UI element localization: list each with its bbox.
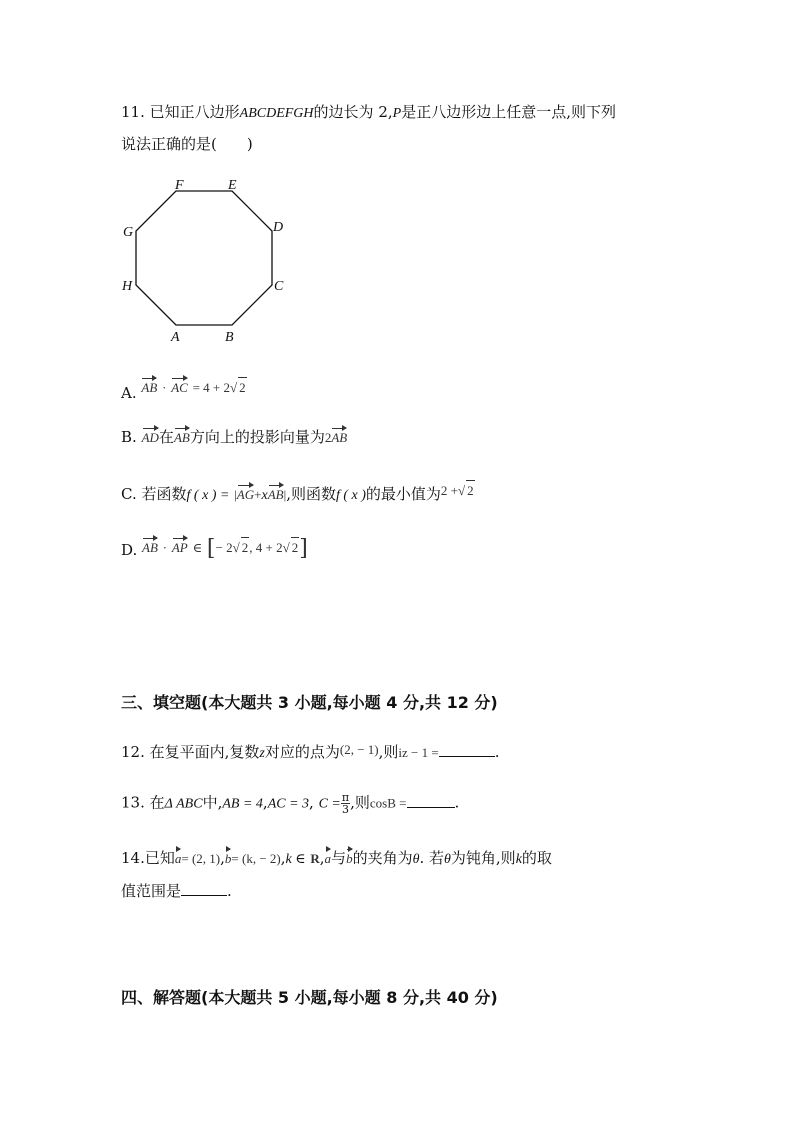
answer-blank[interactable] <box>407 793 455 808</box>
pi-over-3: $\frac{\pi}{3}$ <box>341 791 350 816</box>
vertex-label-e: E <box>228 178 237 193</box>
octagon-shape <box>136 191 272 325</box>
vertex-label-b: B <box>225 330 234 345</box>
section-3-heading: 三、填空题(本大题共 3 小题,每小题 4 分,共 12 分) <box>121 693 498 712</box>
q11-stem-line1: 11. 已知正八边形ABCDEFGH的边长为 2,P是正八边形边上任意一点,则下列 <box>121 103 616 121</box>
vertex-label-g: G <box>123 225 134 240</box>
q14-line2: 值范围是 . <box>121 882 232 900</box>
answer-blank[interactable] <box>181 881 227 896</box>
octagon-figure <box>115 170 295 350</box>
q12: 12. 在复平面内,复数z对应的点为(2, − 1),则iz − 1 = . <box>121 742 500 761</box>
option-d: D. AB · AP ∈ [− 2√ 2, 4 + 2√ 2] <box>121 536 308 561</box>
q14-line1: 14.已知a= (2, 1),b= (k, − 2),k ∈ R,a与b的夹角为θ. 若θ为钝角,则k的取 <box>121 849 552 867</box>
option-c: C. 若函数f ( x ) = |AG+xAB|,则函数f ( x )的最小值为2 +√ 2 <box>121 480 475 506</box>
vertex-label-d: D <box>273 220 284 235</box>
question-number: 13. <box>121 793 145 812</box>
octagon-name: ABCDEFGH <box>239 106 314 121</box>
vertex-label-a: A <box>171 330 180 345</box>
q13: 13. 在Δ ABC中,AB = 4,AC = 3, C = $\frac{\pi}{3}$ ,则cosB = . <box>121 791 460 816</box>
option-a: A. AB · AC = 4 + 2√ 2 <box>121 376 247 403</box>
answer-blank[interactable] <box>439 742 495 757</box>
question-number: 14. <box>121 849 145 867</box>
section-4-heading: 四、解答题(本大题共 5 小题,每小题 8 分,共 40 分) <box>121 988 498 1007</box>
q11-stem-line2: 说法正确的是( ) <box>121 135 253 153</box>
option-b: B. AD在AB方向上的投影向量为2AB <box>121 428 348 446</box>
question-number: 11. <box>121 103 145 121</box>
vertex-label-c: C <box>274 279 284 294</box>
question-number: 12. <box>121 743 145 761</box>
vertex-label-f: F <box>175 178 184 193</box>
vertex-label-h: H <box>122 279 133 294</box>
